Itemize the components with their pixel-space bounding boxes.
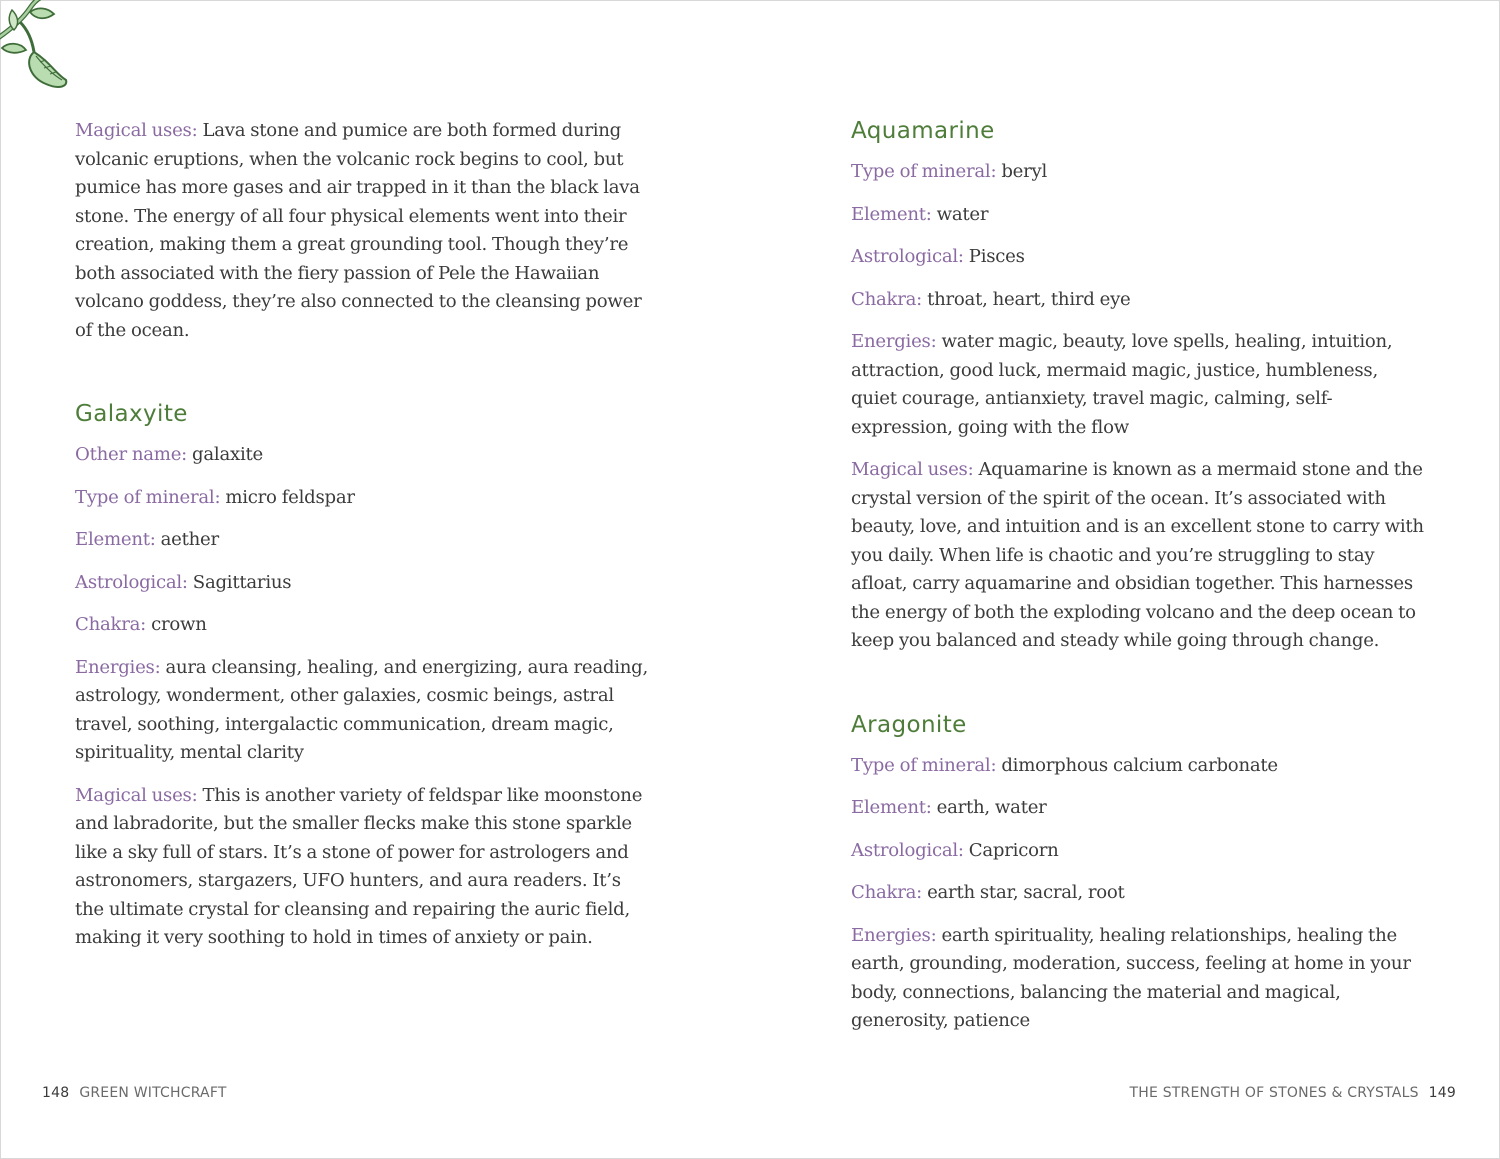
intro-magical-uses: [75, 117, 650, 345]
field-label: Energies:: [851, 924, 937, 946]
field-label: Element:: [851, 203, 932, 225]
field-value: beryl: [1001, 161, 1048, 182]
field-value: earth star, sacral, root: [927, 882, 1125, 903]
field-label: Astrological:: [851, 246, 964, 267]
field-value: dimorphous calcium carbonate: [1001, 754, 1278, 776]
field-value: galaxite: [192, 444, 263, 465]
aragonite-astrological: [851, 837, 1426, 866]
entry-title-aragonite: Aragonite: [851, 711, 967, 738]
field-label: Energies:: [75, 656, 161, 678]
field-value: Lava stone and pumice are both formed during volcanic eruptions, when the volcanic rock begins to cool, but pumice has more gases and air trapped in it than the black lava stone. The energy of all four physical elements went into their creation, making them a great grounding tool. Though they’re both associated with the fiery passion of Pele the Hawaiian volcano goddess, they’re also connected to the cleansing power of the ocean.: [75, 120, 642, 341]
field-label: Type of mineral:: [851, 754, 997, 776]
page-number: 148: [42, 1085, 70, 1101]
galaxyite-magical-uses: [75, 782, 650, 953]
field-label: Astrological:: [75, 571, 188, 593]
field-label: Energies:: [851, 331, 937, 352]
left-page-column: [75, 117, 650, 967]
field-label: Chakra:: [851, 882, 923, 903]
galaxyite-other-name: [75, 441, 650, 470]
field-value: water magic, beauty, love spells, healing, intuition, attraction, good luck, mermaid magic, justice, humbleness, quiet courage, antianxiety, travel magic, calming, self-expression, going with the flow: [851, 331, 1393, 438]
field-value: Aquamarine is known as a mermaid stone and the crystal version of the spirit of the ocean. It’s associated with beauty, love, and intuition and is an excellent stone to carry with you daily. When life is chaotic and you’re struggling to stay afloat, carry aquamarine and obsidian together. This harnesses the energy of both the exploding volcano and the deep ocean to keep you balanced and steady while going through change.: [851, 459, 1424, 651]
field-value: crown: [151, 614, 207, 635]
aquamarine-type-of-mineral: [851, 158, 1426, 187]
aquamarine-chakra: [851, 286, 1426, 315]
right-page-column: [851, 115, 1426, 1050]
running-head: GREEN WITCHCRAFT: [79, 1085, 227, 1101]
galaxyite-astrological: [75, 569, 650, 598]
field-label: Type of mineral:: [75, 486, 221, 508]
field-label: Chakra:: [75, 614, 147, 635]
field-value: Capricorn: [968, 839, 1059, 861]
running-head: THE STRENGTH OF STONES & CRYSTALS: [1129, 1085, 1419, 1101]
field-value: water: [936, 203, 989, 225]
page-number: 149: [1428, 1085, 1456, 1101]
field-value: Pisces: [968, 246, 1025, 267]
aragonite-chakra: [851, 879, 1426, 908]
field-label: Astrological:: [851, 839, 964, 861]
field-label: Other name:: [75, 444, 188, 465]
entry-title-galaxyite: Galaxyite: [75, 401, 188, 427]
field-label: Magical uses:: [851, 459, 974, 480]
field-value: This is another variety of feldspar like moonstone and labradorite, but the smaller flecks make this stone sparkle like a sky full of stars. It’s a stone of power for astrologers and astronomers, stargazers, UFO hunters, and aura readers. It’s the ultimate crystal for cleansing and repairing the auric field, making it very soothing to hold in times of anxiety or pain.: [75, 784, 643, 948]
field-label: Chakra:: [851, 288, 923, 310]
field-value: Sagittarius: [192, 571, 292, 593]
aragonite-energies: [851, 922, 1426, 1036]
galaxyite-energies: [75, 654, 650, 768]
field-label: Element:: [851, 797, 932, 818]
galaxyite-type-of-mineral: [75, 484, 650, 513]
field-label: Magical uses:: [75, 120, 198, 141]
aquamarine-energies: [851, 328, 1426, 442]
field-label: Magical uses:: [75, 784, 198, 806]
aquamarine-magical-uses: [851, 456, 1426, 656]
folio-right: [1130, 1085, 1456, 1101]
folio-left: [42, 1085, 227, 1101]
aquamarine-astrological: [851, 243, 1426, 272]
field-value: aether: [160, 529, 219, 550]
field-value: micro feldspar: [225, 486, 355, 508]
field-label: Type of mineral:: [851, 161, 997, 182]
aragonite-type-of-mineral: [851, 752, 1426, 781]
field-value: aura cleansing, healing, and energizing, aura reading, astrology, wonderment, other galaxies, cosmic beings, astral travel, soothing, intergalactic communication, dream magic, spirituality, mental clarity: [75, 656, 648, 763]
field-value: earth, water: [936, 797, 1047, 818]
field-value: throat, heart, third eye: [927, 288, 1131, 310]
galaxyite-element: [75, 526, 650, 555]
aquamarine-element: [851, 201, 1426, 230]
entry-title-aquamarine: Aquamarine: [851, 118, 995, 144]
aragonite-element: [851, 794, 1426, 823]
field-label: Element:: [75, 529, 156, 550]
galaxyite-chakra: [75, 611, 650, 640]
field-value: earth spirituality, healing relationships, healing the earth, grounding, moderation, success, feeling at home in your body, connections, balancing the material and magical, generosity, patience: [851, 924, 1411, 1031]
vine-ornament-icon: [0, 0, 80, 95]
